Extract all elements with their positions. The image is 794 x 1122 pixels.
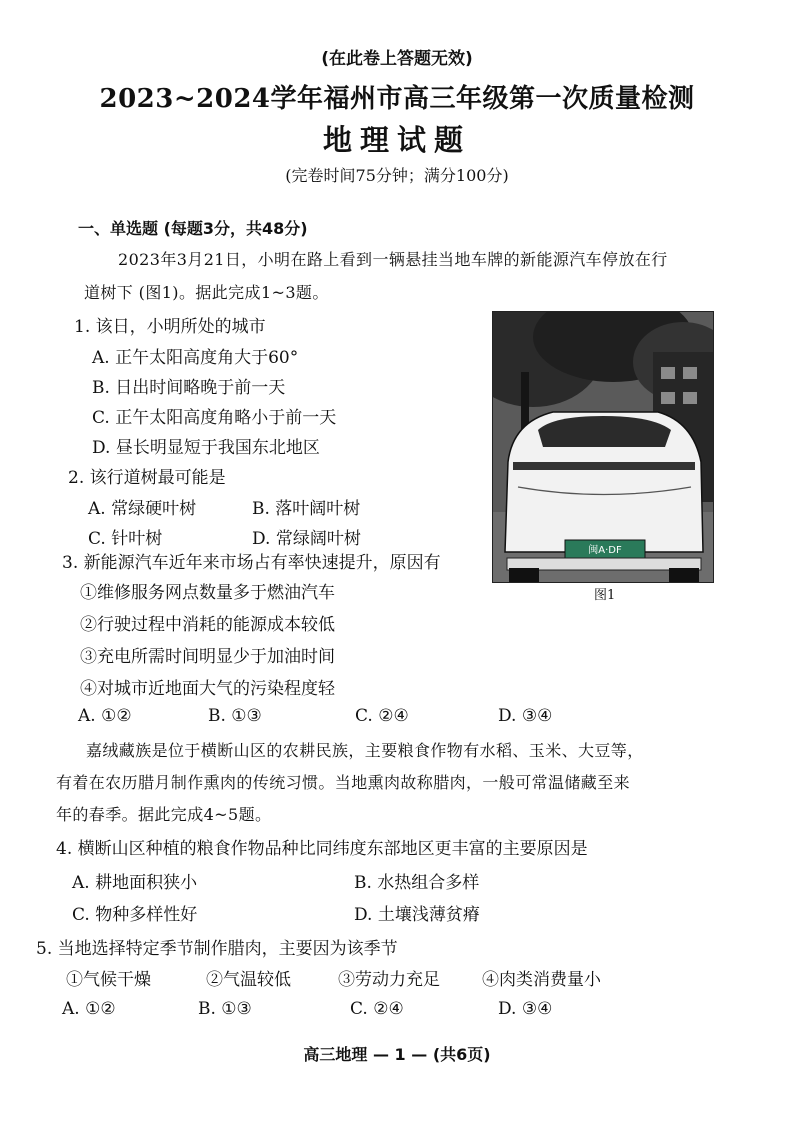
q2-stem: 2. 该行道树最可能是 xyxy=(68,468,226,488)
subject-title: 地理试题 xyxy=(322,123,471,157)
q1-stem: 1. 该日，小明所处的城市 xyxy=(74,317,266,337)
q5-item-1: ①气候干燥 xyxy=(66,970,151,990)
q4-option-a: A. 耕地面积狭小 xyxy=(72,873,198,893)
figure-label: 图1 xyxy=(594,588,616,603)
q1-option-a: A. 正午太阳高度角大于60° xyxy=(92,348,299,368)
q2-option-c: C. 针叶树 xyxy=(88,529,163,549)
q2-option-a: A. 常绿硬叶树 xyxy=(88,499,197,519)
page-footer: 高三地理 — 1 — (共6页) xyxy=(303,1045,491,1064)
q2-option-b: B. 落叶阔叶树 xyxy=(252,499,361,519)
exam-notice: (在此卷上答题无效) xyxy=(321,49,473,69)
passage2-line2: 有着在农历腊月制作熏肉的传统习惯。当地熏肉故称腊肉，一般可常温储藏至来 xyxy=(56,773,631,792)
q3-item-2: ②行驶过程中消耗的能源成本较低 xyxy=(80,615,335,635)
q3-option-d: D. ③④ xyxy=(498,706,553,726)
time-info: (完卷时间75分钟；满分100分) xyxy=(285,166,509,185)
q3-item-1: ①维修服务网点数量多于燃油汽车 xyxy=(80,583,335,603)
q3-option-c: C. ②④ xyxy=(355,706,409,726)
q5-option-c: C. ②④ xyxy=(350,999,404,1019)
passage2-line3: 年的春季。据此完成4~5题。 xyxy=(56,805,272,824)
q5-item-4: ④肉类消费量小 xyxy=(482,970,601,990)
q1-option-d: D. 昼长明显短于我国东北地区 xyxy=(92,438,320,458)
license-plate: 闽A·DF xyxy=(588,545,622,556)
q4-option-d: D. 土壤浅薄贫瘠 xyxy=(354,905,480,925)
q3-option-a: A. ①② xyxy=(78,706,132,726)
q1-option-c: C. 正午太阳高度角略小于前一天 xyxy=(92,408,337,428)
passage2-line1: 嘉绒藏族是位于横断山区的农耕民族，主要粮食作物有水稻、玉米、大豆等， xyxy=(86,741,644,760)
q1-option-b: B. 日出时间略晚于前一天 xyxy=(92,378,286,398)
q5-option-b: B. ①③ xyxy=(198,999,252,1019)
q5-option-a: A. ①② xyxy=(62,999,116,1019)
car-photo xyxy=(492,311,714,583)
q3-item-3: ③充电所需时间明显少于加油时间 xyxy=(80,647,335,667)
q5-option-d: D. ③④ xyxy=(498,999,553,1019)
q5-item-3: ③劳动力充足 xyxy=(338,970,440,990)
q4-option-b: B. 水热组合多样 xyxy=(354,873,480,893)
q4-stem: 4. 横断山区种植的粮食作物品种比同纬度东部地区更丰富的主要原因是 xyxy=(56,839,588,859)
car-photo-drawing xyxy=(493,312,713,582)
q4-option-c: C. 物种多样性好 xyxy=(72,905,198,925)
q5-item-2: ②气温较低 xyxy=(206,970,291,990)
passage1-line2: 道树下 (图1)。据此完成1~3题。 xyxy=(84,283,329,302)
q3-item-4: ④对城市近地面大气的污染程度轻 xyxy=(80,679,335,699)
q3-stem: 3. 新能源汽车近年来市场占有率快速提升，原因有 xyxy=(62,553,441,573)
q2-option-d: D. 常绿阔叶树 xyxy=(252,529,361,549)
section-title: 一、单选题 (每题3分，共48分) xyxy=(78,219,308,238)
q3-option-b: B. ①③ xyxy=(208,706,262,726)
exam-title: 2023~2024学年福州市高三年级第一次质量检测 xyxy=(99,84,695,114)
passage1-line1: 2023年3月21日，小明在路上看到一辆悬挂当地车牌的新能源汽车停放在行 xyxy=(118,250,668,269)
q5-stem: 5. 当地选择特定季节制作腊肉，主要因为该季节 xyxy=(36,939,398,959)
